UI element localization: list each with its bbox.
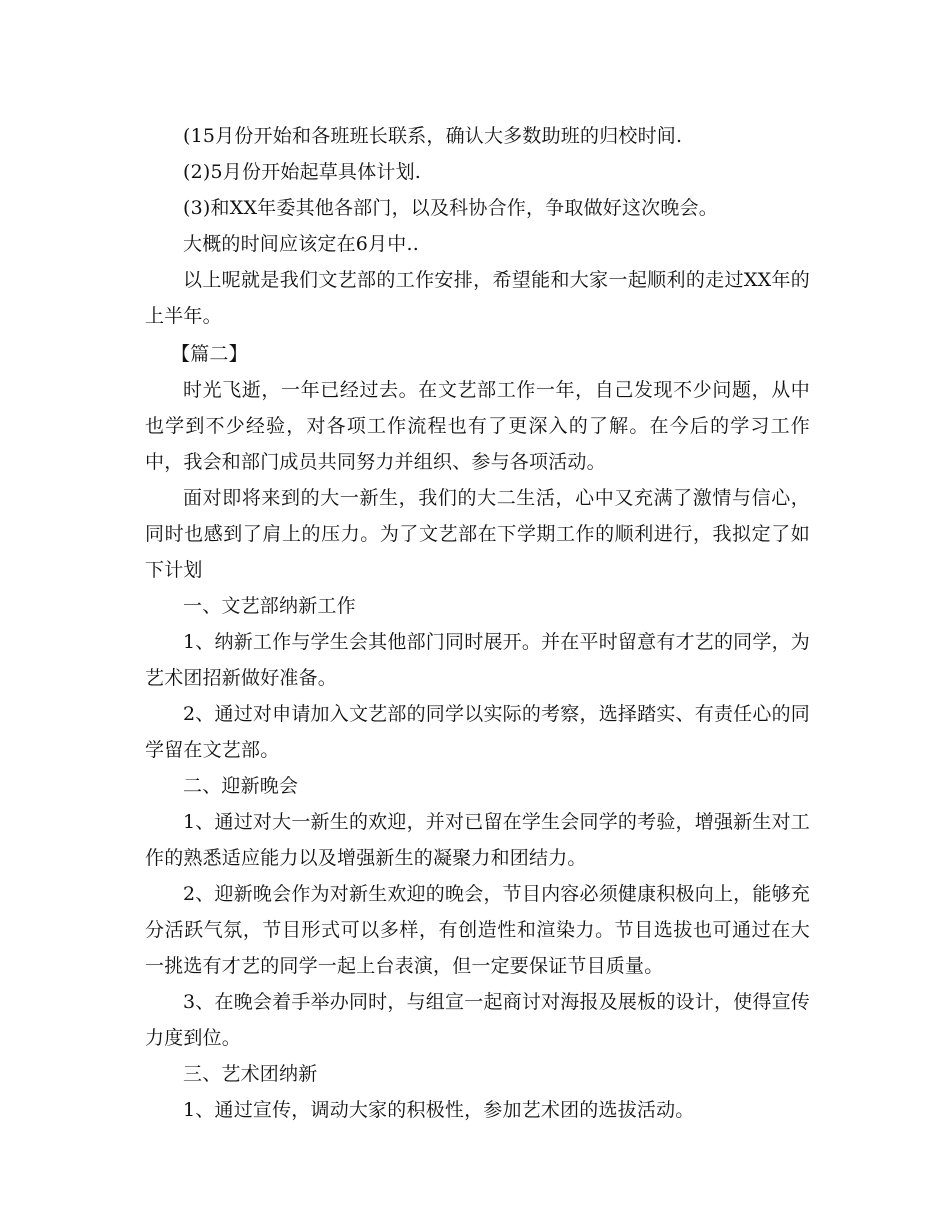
paragraph-art-troupe-1: 1、通过宣传，调动大家的积极性，参加艺术团的选拔活动。 (183, 1099, 695, 1121)
paragraph-welcome-party-3: 3、在晚会着手举办同时，与组宣一起商讨对海报及展板的设计，使得宣传力度到位。 (145, 991, 810, 1049)
paragraph-recruitment-2: 2、通过对申请加入文艺部的同学以实际的考察，选择踏实、有责任心的同学留在文艺部。 (145, 703, 810, 761)
section-heading-part-two: 【篇二】 (171, 343, 248, 365)
paragraph-summary: 以上呢就是我们文艺部的工作安排，希望能和大家一起顺利的走过XX年的上半年。 (145, 269, 810, 327)
paragraph-plan-intro: 面对即将来到的大一新生，我们的大二生活，心中又充满了激情与信心，同时也感到了肩上的压力。为了文艺部在下学期工作的顺利进行，我拟定了如下计划 (145, 487, 810, 581)
section-heading-welcome-party: 二、迎新晚会 (183, 775, 299, 797)
paragraph-plan-step-1: (15月份开始和各班班长联系，确认大多数助班的归校时间. (183, 125, 683, 147)
paragraph-intro: 时光飞逝，一年已经过去。在文艺部工作一年，自己发现不少问题，从中也学到不少经验，对各项工作流程也有了更深入的了解。在今后的学习工作中，我会和部门成员共同努力并组织、参与各项活动。 (145, 379, 810, 473)
paragraph-recruitment-1: 1、纳新工作与学生会其他部门同时展开。并在平时留意有才艺的同学，为艺术团招新做好准备。 (145, 631, 810, 689)
section-heading-recruitment: 一、文艺部纳新工作 (183, 595, 356, 617)
paragraph-plan-step-3: (3)和XX年委其他各部门，以及科协合作，争取做好这次晚会。 (183, 197, 718, 219)
paragraph-welcome-party-1: 1、通过对大一新生的欢迎，并对已留在学生会同学的考验，增强新生对工作的熟悉适应能力以及增强新生的凝聚力和团结力。 (145, 811, 810, 869)
document-body (145, 118, 810, 1128)
paragraph-time: 大概的时间应该定在6月中.. (183, 233, 419, 255)
section-heading-art-troupe: 三、艺术团纳新 (183, 1063, 318, 1085)
paragraph-welcome-party-2: 2、迎新晚会作为对新生欢迎的晚会，节目内容必须健康积极向上，能够充分活跃气氛，节目形式可以多样，有创造性和渲染力。节目选拔也可通过在大一挑选有才艺的同学一起上台表演，但一定要保证节目质量。 (145, 883, 810, 977)
paragraph-plan-step-2: (2)5月份开始起草具体计划. (183, 161, 422, 183)
